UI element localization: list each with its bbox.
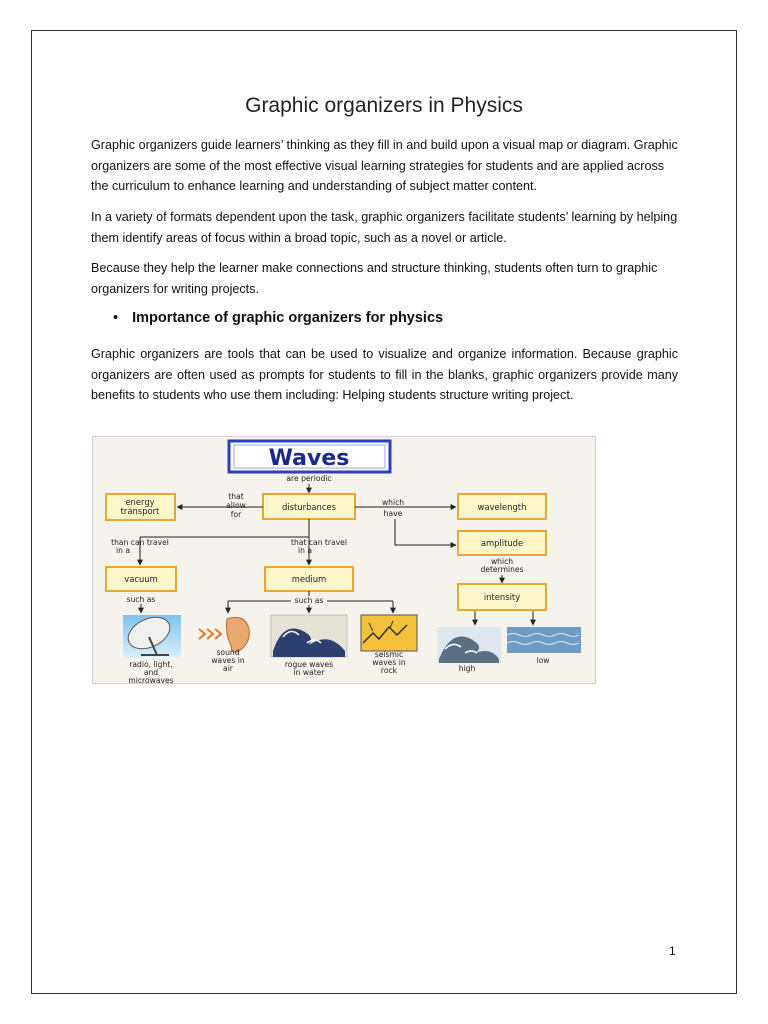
caption-low: low bbox=[536, 656, 550, 665]
link-which-determines-1: which bbox=[490, 557, 514, 566]
tools-paragraph: Graphic organizers are tools that can be used to visualize and organize information. Because graphic organizers are often used as prompts for students to fill in the blanks, graphic organizers provide many benefits to students who use them including: Helping students structure writing project. bbox=[91, 347, 678, 403]
link-such-as-vacuum: such as bbox=[126, 595, 156, 604]
link-than-can-travel: than can travel bbox=[111, 538, 169, 547]
caption-rogue-1: rogue waves bbox=[284, 660, 334, 669]
ear-sound-icon bbox=[199, 617, 249, 652]
link-for: for bbox=[230, 510, 242, 519]
caption-radio-3: microwaves bbox=[128, 676, 174, 683]
high-intensity-wave-icon bbox=[437, 627, 501, 663]
caption-sound-3: air bbox=[223, 664, 233, 673]
node-wavelength-label: wavelength bbox=[477, 502, 527, 512]
caption-sound-2: waves in bbox=[211, 656, 245, 665]
link-have: have bbox=[383, 509, 403, 518]
node-transport-label: transport bbox=[120, 506, 160, 516]
node-energy-label: energy bbox=[125, 497, 155, 507]
bullet-heading-row bbox=[113, 310, 443, 326]
link-in-a-vacuum: in a bbox=[116, 546, 130, 555]
intro-paragraph: Graphic organizers guide learners’ thinking as they fill in and build upon a visual map or diagram. Graphic organizers are some of the most effective visual learning strategies for students and are applied across the curriculum to enhance learning and understanding of subject matter content. bbox=[91, 138, 678, 194]
link-that-can-travel: that can travel bbox=[291, 538, 347, 547]
caption-radio-2: and bbox=[143, 668, 159, 677]
waves-title: Waves bbox=[268, 446, 350, 471]
bullet-heading: Importance of graphic organizers for physics bbox=[132, 310, 444, 326]
waves-diagram-svg bbox=[93, 437, 595, 683]
node-medium-label: medium bbox=[291, 574, 327, 584]
node-intensity-label: intensity bbox=[483, 592, 521, 602]
link-allow: allow bbox=[226, 501, 246, 510]
bullet-icon: • bbox=[113, 310, 119, 326]
page-title: Graphic organizers in Physics bbox=[245, 94, 523, 117]
link-such-as-medium: such as bbox=[294, 596, 324, 605]
caption-high: high bbox=[458, 664, 476, 673]
link-are-periodic: are periodic bbox=[286, 474, 332, 483]
caption-seismic-3: rock bbox=[380, 666, 398, 675]
caption-seismic-1: seismic bbox=[374, 650, 404, 659]
caption-seismic-2: waves in bbox=[372, 658, 406, 667]
low-intensity-wave-icon bbox=[507, 627, 581, 653]
rogue-wave-icon bbox=[271, 615, 347, 657]
caption-sound-1: sound bbox=[216, 648, 240, 657]
node-amplitude-label: amplitude bbox=[480, 538, 524, 548]
satellite-dish-icon bbox=[123, 611, 181, 657]
seismic-rock-icon bbox=[361, 615, 417, 651]
arrow-to-amplitude bbox=[395, 519, 456, 545]
formats-paragraph: In a variety of formats dependent upon the task, graphic organizers facilitate students’ learning by helping them identify areas of focus within a broad topic, such as a novel or article. bbox=[91, 210, 678, 245]
link-in-a-medium: in a bbox=[298, 546, 312, 555]
caption-radio-1: radio, light, bbox=[129, 660, 173, 669]
caption-rogue-2: in water bbox=[293, 668, 325, 677]
link-which: which bbox=[381, 498, 405, 507]
node-vacuum-label: vacuum bbox=[124, 574, 158, 584]
connections-paragraph: Because they help the learner make connections and structure thinking, students often turn to graphic organizers for writing projects. bbox=[91, 261, 658, 296]
waves-concept-map bbox=[92, 436, 596, 684]
link-that: that bbox=[228, 492, 244, 501]
page-number: 1 bbox=[669, 944, 676, 958]
node-disturbances-label: disturbances bbox=[282, 502, 336, 512]
link-which-determines-2: determines bbox=[480, 565, 524, 574]
